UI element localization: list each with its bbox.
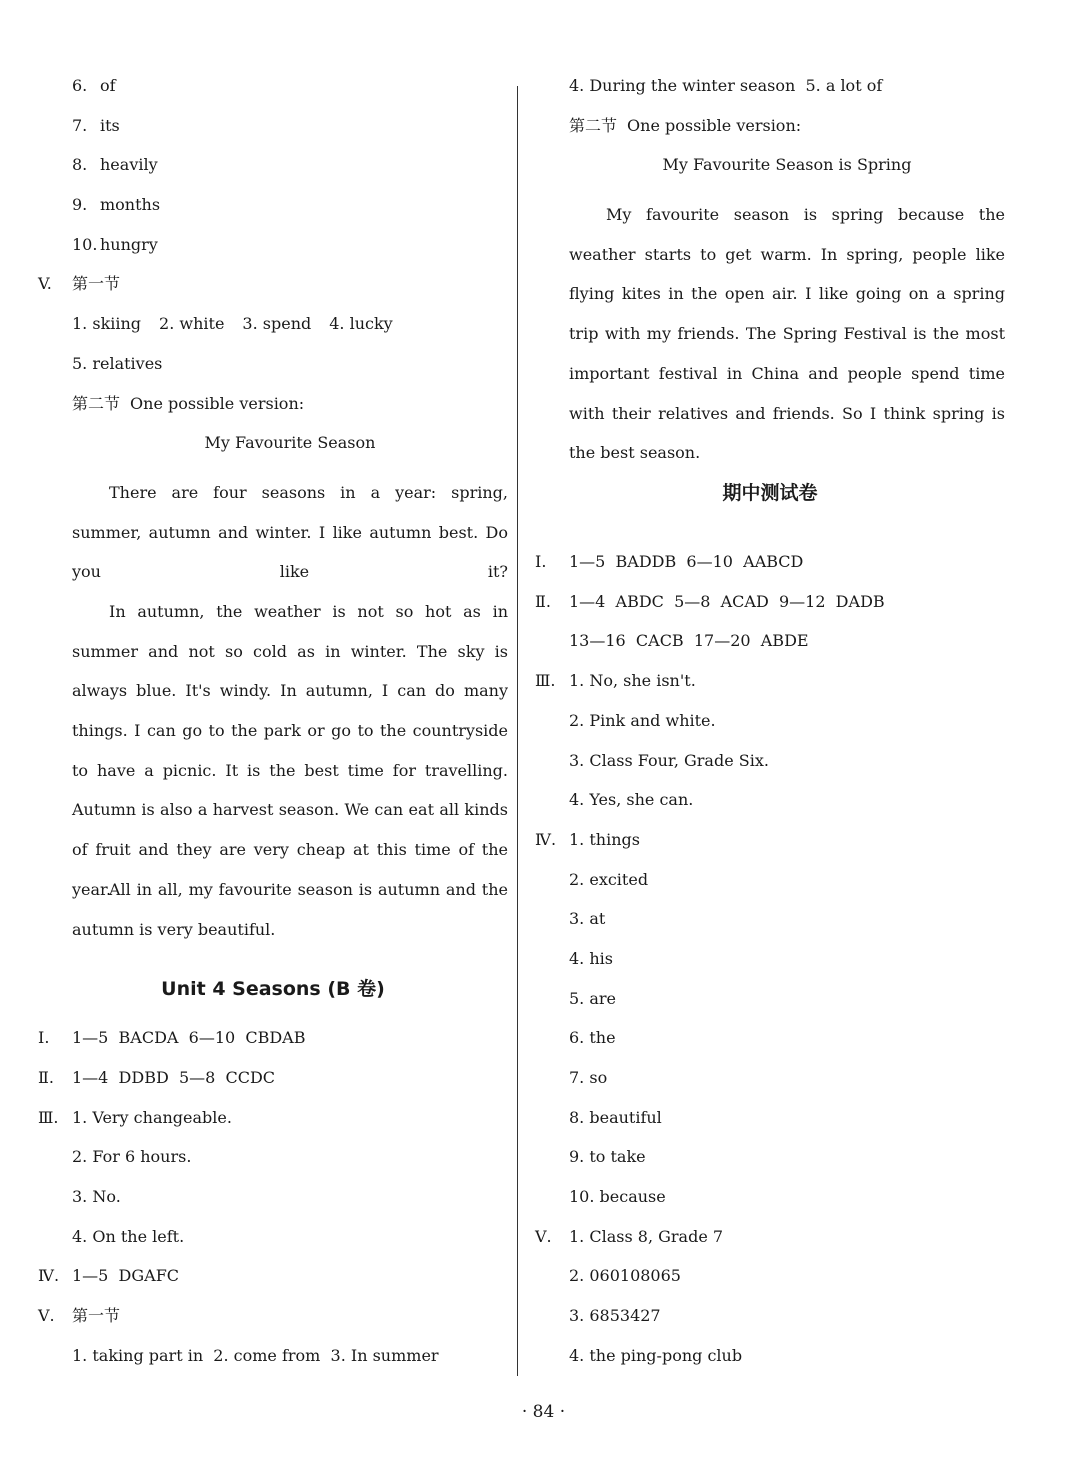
answer-row: 5. are: [569, 988, 617, 1008]
essay-paragraph: There are four seasons in a year: spring, summer, autumn and winter. I like autumn best. Do you like it?: [72, 482, 508, 582]
exam-heading: 期中测试卷: [722, 481, 818, 504]
unit-heading: Unit 4 Seasons (B 卷): [161, 977, 385, 1000]
answer-row: Ⅱ. 1—4 ABDC 5—8 ACAD 9—12 DADB: [535, 591, 885, 611]
essay-title: My Favourite Season: [204, 433, 376, 453]
answer-row: 3. 6853427: [569, 1306, 661, 1326]
answer-row: 6. the: [569, 1028, 616, 1048]
answer-row: Ⅰ. 1—5 BACDA 6—10 CBDAB: [38, 1028, 306, 1048]
answer-row: 9. to take: [569, 1147, 646, 1167]
list-item: 10. hungry: [72, 234, 158, 254]
answer-row: 3. No.: [72, 1187, 121, 1207]
answer-row: Ⅳ. 1. things: [535, 829, 640, 849]
answer-row: 1. taking part in 2. come from 3. In summer: [72, 1345, 439, 1365]
essay-title: My Favourite Season is Spring: [662, 155, 912, 175]
right-column: [535, 76, 1005, 1386]
answer-row: Ⅳ. 1—5 DGAFC: [38, 1266, 180, 1286]
left-column: [38, 76, 508, 1385]
answer-row: Ⅲ. 1. No, she isn't.: [535, 671, 696, 691]
part-2-label: 第二节 One possible version:: [72, 393, 305, 413]
essay-paragraph: All in all, my favourite season is autumn and the autumn is very beautiful.: [72, 879, 508, 939]
answer-row: Ⅴ. 第一节: [38, 1306, 121, 1326]
essay-paragraph: My favourite season is spring because the weather starts to get warm. In spring, people like flying kites in the open air. I like going on a spring trip with my friends. The Spring Festival is the most important festival in China and people spend time with their relatives and friends. So I think spring is the best season.: [569, 205, 1005, 463]
page-number: · 84 ·: [521, 1402, 566, 1422]
answer-row: 1. skiing 2. white 3. spend 4. lucky: [72, 314, 393, 334]
answer-row: 4. Yes, she can.: [569, 790, 694, 810]
part-2-label: 第二节 One possible version:: [569, 115, 802, 135]
answer-row: 4. On the left.: [72, 1226, 185, 1246]
answer-row: 8. beautiful: [569, 1107, 662, 1127]
answer-row: 13—16 CACB 17—20 ABDE: [569, 631, 809, 651]
answer-row: 5. relatives: [72, 353, 163, 373]
answer-row: 2. excited: [569, 869, 649, 889]
answer-row: 4. his: [569, 948, 613, 968]
answer-row: 2. Pink and white.: [569, 710, 716, 730]
essay-paragraph: In autumn, the weather is not so hot as in summer and not so cold as in winter. The sky is always blue. It's windy. In autumn, I can do many things. I can go to the park or go to the countryside to have a picnic. It is the best time for travelling. Autumn is also a harvest season. We can eat all kinds of fruit and they are very cheap at this time of the year.: [72, 601, 508, 899]
answer-row: 3. Class Four, Grade Six.: [569, 750, 769, 770]
answer-row: 7. so: [569, 1068, 608, 1087]
answer-row: 3. at: [569, 909, 606, 929]
answer-row: Ⅲ. 1. Very changeable.: [38, 1107, 232, 1127]
list-item: 6. of: [72, 76, 116, 95]
answer-row: Ⅴ. 1. Class 8, Grade 7: [535, 1226, 724, 1246]
list-item: 7. its: [72, 115, 120, 135]
answer-row: 4. During the winter season 5. a lot of: [569, 76, 883, 95]
answer-row: 4. the ping-pong club: [569, 1345, 743, 1365]
list-item: 8. heavily: [72, 155, 158, 175]
answer-row: 2. 060108065: [569, 1266, 681, 1286]
answer-row: 10. because: [569, 1187, 666, 1207]
list-item: 9. months: [72, 195, 161, 215]
answer-row: 2. For 6 hours.: [72, 1147, 192, 1167]
section-5-header: V. 第一节: [38, 274, 121, 294]
answer-row: Ⅰ. 1—5 BADDB 6—10 AABCD: [535, 552, 804, 572]
answer-row: Ⅱ. 1—4 DDBD 5—8 CCDC: [38, 1067, 276, 1087]
column-divider: [517, 86, 518, 1376]
